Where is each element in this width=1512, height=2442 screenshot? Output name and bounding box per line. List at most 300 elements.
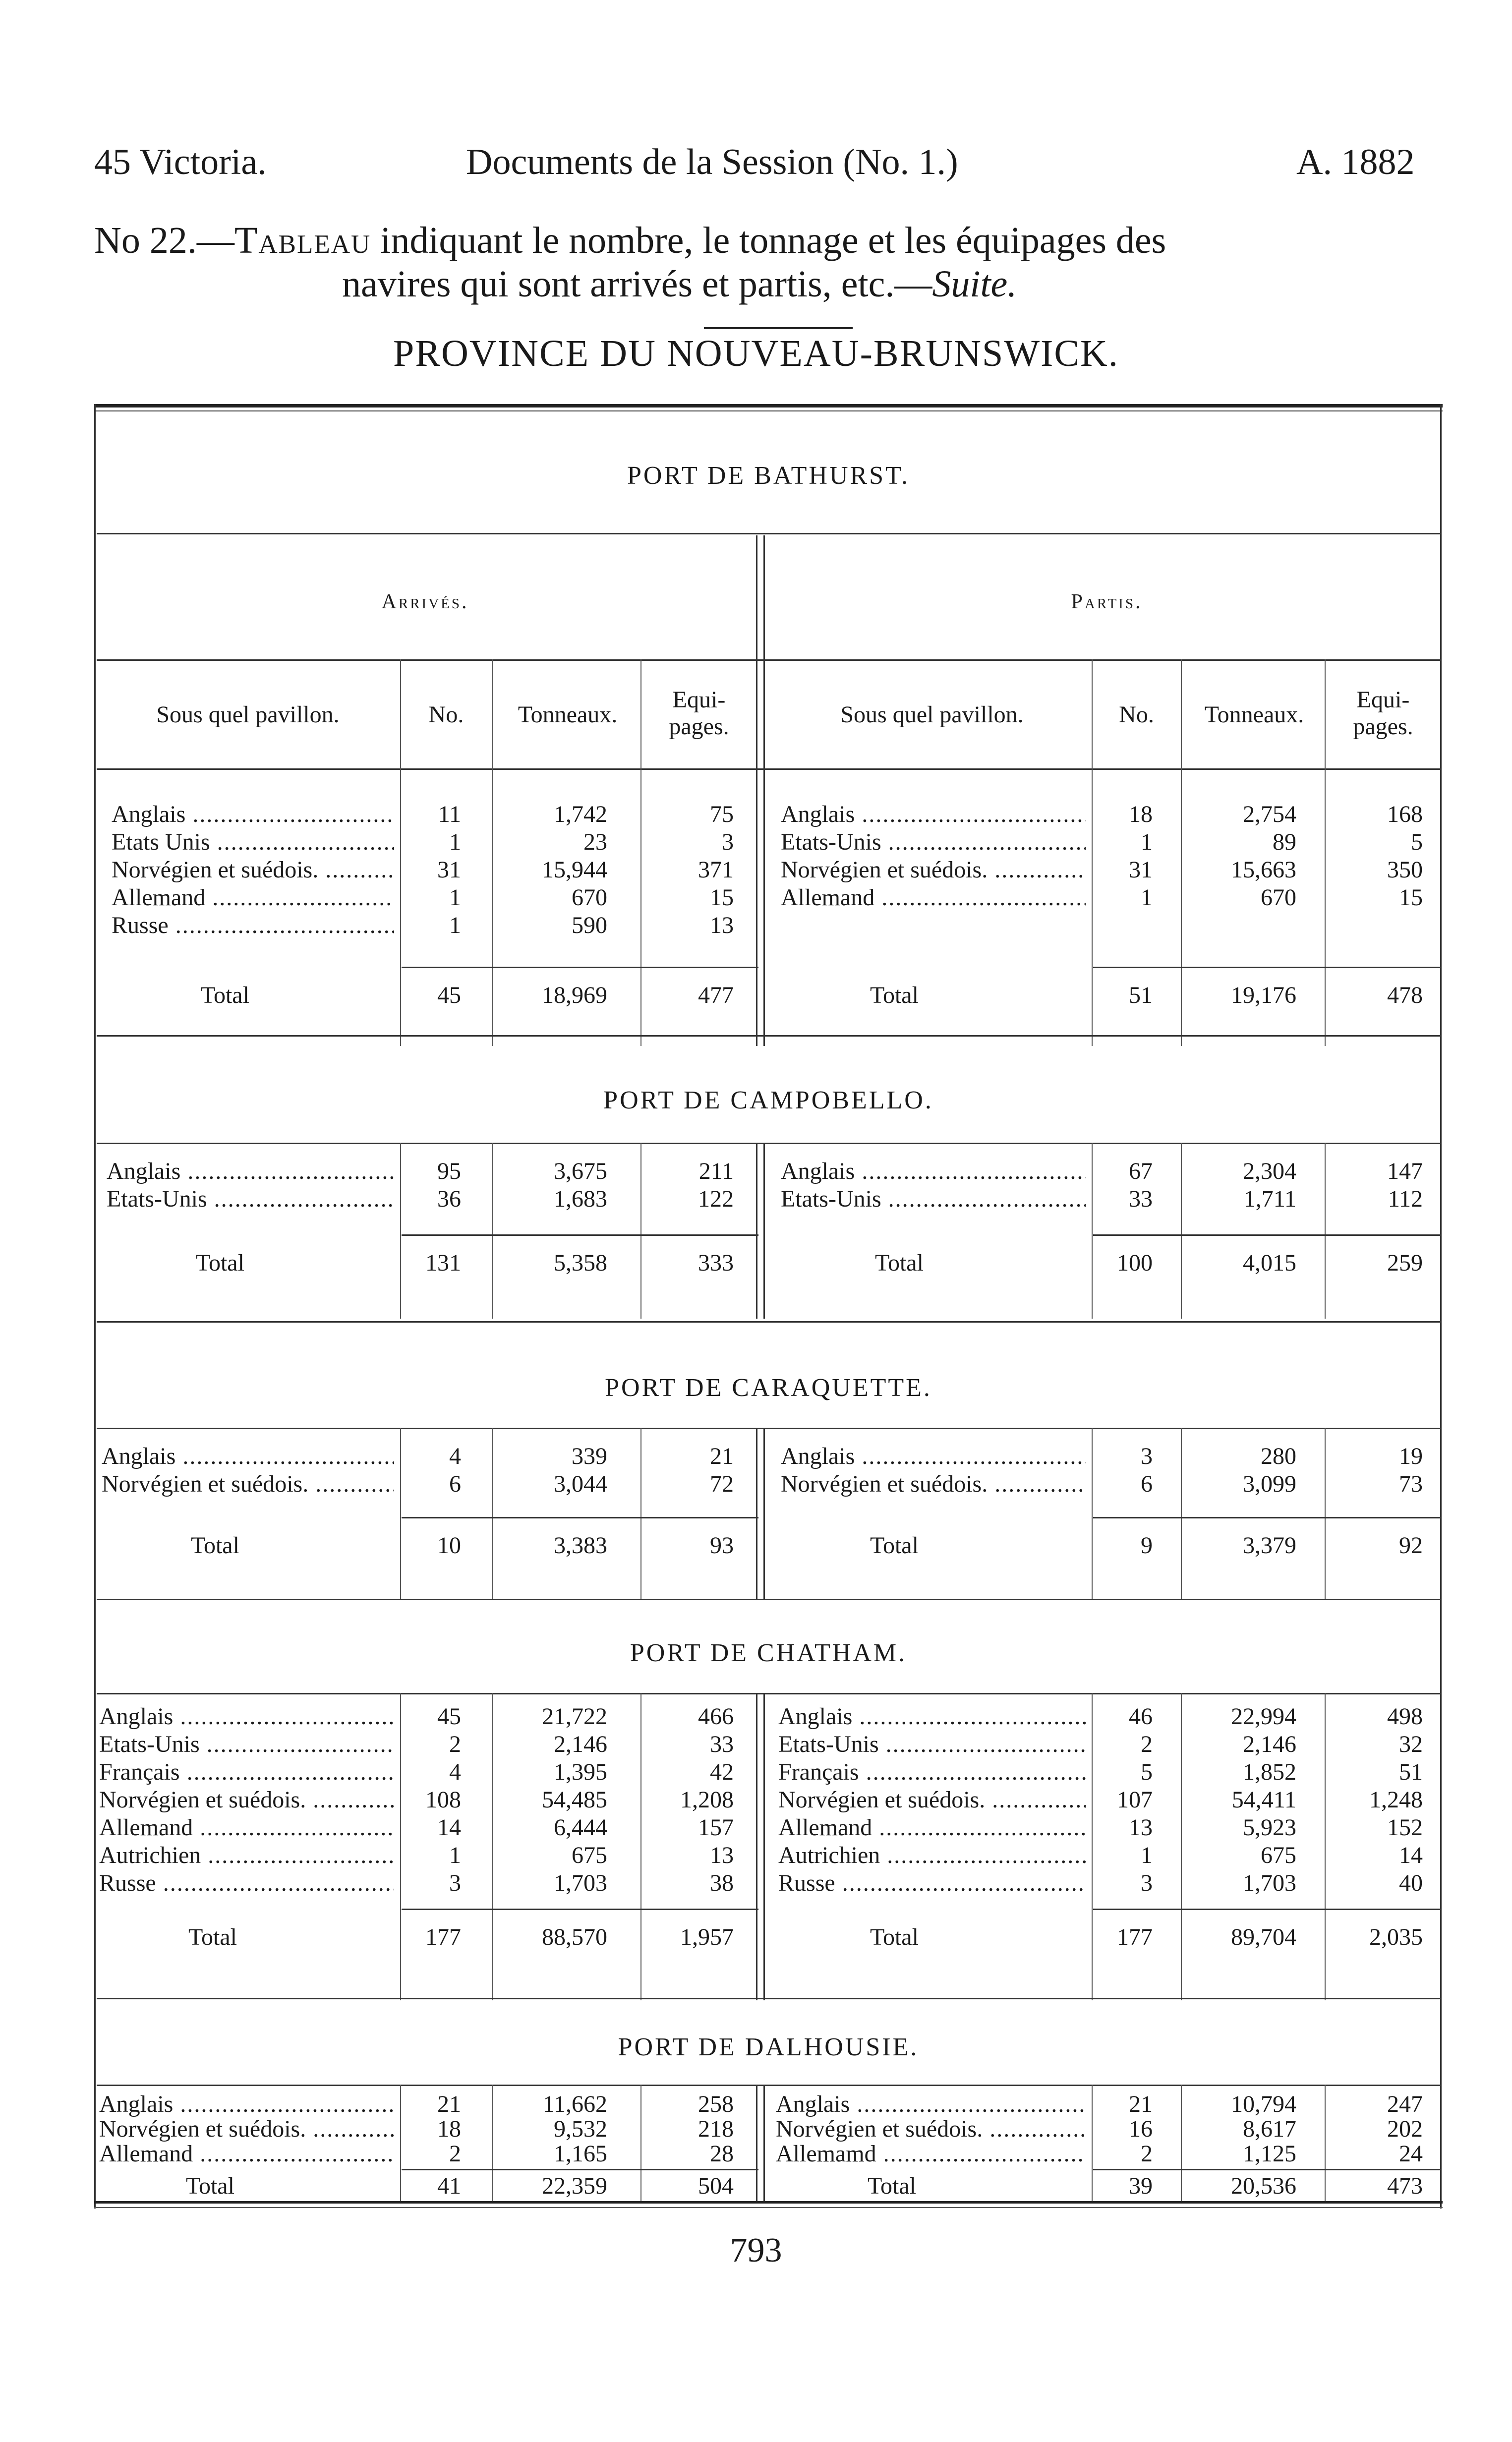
total-no-departures: 51 <box>1129 982 1153 1008</box>
col-divider <box>1325 1428 1326 1599</box>
table-title-line1 <box>94 219 1166 262</box>
departures-crew <box>1331 1158 1423 1213</box>
center-divider-inner <box>763 1428 765 1599</box>
total-crew-departures: 2,035 <box>1369 1924 1423 1950</box>
table-cell: 1,703 <box>1243 1870 1296 1896</box>
departures-tons <box>1185 1158 1296 1213</box>
column-header-rule <box>97 768 1440 770</box>
table-cell: 2,304 <box>1243 1158 1296 1184</box>
col-divider <box>492 1428 493 1599</box>
list-item: Anglais ..... <box>107 1158 394 1185</box>
table-cell: 1 <box>449 829 461 855</box>
table-cell: 8,617 <box>1243 2117 1296 2142</box>
table-cell: 42 <box>710 1759 734 1785</box>
center-divider-inner <box>763 535 765 1046</box>
table-cell: 108 <box>425 1787 461 1813</box>
table-cell: 168 <box>1387 801 1423 827</box>
col-tons-departures: Tonneaux. <box>1204 701 1304 728</box>
arrivals-tons <box>498 2092 607 2166</box>
center-divider <box>756 1428 757 1599</box>
table-cell: 45 <box>437 1703 461 1730</box>
total-rule-departures <box>1093 2169 1440 2170</box>
col-crew-departures-line1: Equi- <box>1356 687 1410 713</box>
table-cell: 498 <box>1387 1703 1423 1730</box>
list-item: Anglais ..... <box>781 801 1086 828</box>
arrivals-crew <box>647 1158 734 1213</box>
total-rule-arrivals <box>402 1234 758 1236</box>
table-keyword: Tableau <box>234 220 371 261</box>
list-item: Norvégien et suédois. ..... <box>112 856 394 884</box>
departures-crew <box>1331 2092 1423 2166</box>
list-item: Français ..... <box>778 1758 1086 1786</box>
arrivals-tons <box>498 1703 607 1897</box>
center-divider <box>756 1143 757 1319</box>
header-right: A. 1882 <box>1296 142 1415 182</box>
header-center: Documents de la Session (No. 1.) <box>466 142 958 182</box>
table-cell: 202 <box>1387 2117 1423 2142</box>
table-cell: 218 <box>698 2117 734 2142</box>
departures-tons <box>1185 801 1296 912</box>
total-rule-arrivals <box>402 967 758 968</box>
table-cell: 1 <box>1141 884 1153 911</box>
table-cell: 19 <box>1399 1443 1423 1469</box>
table-cell: 15,944 <box>542 857 607 883</box>
departures-tons <box>1185 2092 1296 2166</box>
total-rule-departures <box>1093 1234 1440 1236</box>
table-cell: 675 <box>572 1842 607 1868</box>
table-cell: 1 <box>449 912 461 938</box>
col-tons-arrivals: Tonneaux. <box>518 701 618 728</box>
subheading-rule <box>97 659 1440 661</box>
col-divider <box>1092 1428 1093 1599</box>
total-crew-arrivals: 504 <box>698 2173 734 2199</box>
center-divider <box>756 1693 757 2000</box>
departures-no <box>1098 801 1153 912</box>
table-cell: 6,444 <box>554 1814 607 1841</box>
table-cell: 1,125 <box>1243 2142 1296 2166</box>
total-crew-departures: 259 <box>1387 1250 1423 1276</box>
arrivals-no <box>404 1443 461 1498</box>
total-rule-arrivals <box>402 1909 758 1910</box>
table-cell: 4 <box>449 1759 461 1785</box>
departures-flags <box>778 1703 1086 1897</box>
table-cell: 13 <box>1129 1814 1153 1841</box>
table-cell: 18 <box>437 2117 461 2142</box>
arrivals-flags <box>102 1443 394 1498</box>
table-cell: 13 <box>710 912 734 938</box>
col-divider <box>492 2085 493 2201</box>
table-cell: 371 <box>698 857 734 883</box>
table-cell: 3,099 <box>1243 1471 1296 1497</box>
table-cell: 350 <box>1387 857 1423 883</box>
table-cell: 2 <box>449 2142 461 2166</box>
list-item: Autrichien ..... <box>99 1842 394 1869</box>
table-cell: 21 <box>710 1443 734 1469</box>
total-tons-departures: 89,704 <box>1231 1924 1296 1950</box>
table-cell: 15,663 <box>1231 857 1296 883</box>
total-label-departures: Total <box>875 1250 924 1276</box>
total-crew-arrivals: 477 <box>698 982 734 1008</box>
table-cell: 18 <box>1129 801 1153 827</box>
total-tons-departures: 19,176 <box>1231 982 1296 1008</box>
total-no-arrivals: 177 <box>425 1924 461 1950</box>
col-divider <box>1325 1693 1326 2000</box>
total-label-departures: Total <box>868 2173 916 2199</box>
table-cell: 5,923 <box>1243 1814 1296 1841</box>
departures-no <box>1098 1158 1153 1213</box>
total-no-departures: 9 <box>1141 1532 1153 1559</box>
province-heading: PROVINCE DU NOUVEAU-BRUNSWICK. <box>393 333 1119 374</box>
arrivals-tons <box>498 801 607 939</box>
col-divider <box>640 1143 641 1319</box>
table-cell: 6 <box>1141 1471 1153 1497</box>
table-cell: 9,532 <box>554 2117 607 2142</box>
col-no-arrivals: No. <box>428 701 464 728</box>
list-item: Russe ..... <box>99 1869 394 1897</box>
arrivals-crew <box>647 1703 734 1897</box>
arrivals-crew <box>647 1443 734 1498</box>
table-title-suite: Suite. <box>932 263 1017 305</box>
table-cell: 67 <box>1129 1158 1153 1184</box>
table-cell: 2,146 <box>554 1731 607 1757</box>
departures-heading: Partis. <box>1071 590 1143 613</box>
table-cell: 13 <box>710 1842 734 1868</box>
total-label-arrivals: Total <box>201 982 249 1008</box>
departures-no <box>1098 1703 1153 1897</box>
col-divider <box>492 1143 493 1319</box>
table-cell: 23 <box>583 829 607 855</box>
table-cell: 14 <box>437 1814 461 1841</box>
table-cell: 75 <box>710 801 734 827</box>
table-cell: 1 <box>449 1842 461 1868</box>
col-divider <box>1181 1143 1182 1319</box>
table-cell: 670 <box>572 884 607 911</box>
arrivals-heading: Arrivés. <box>381 590 469 613</box>
table-cell: 247 <box>1387 2092 1423 2117</box>
table-cell: 51 <box>1399 1759 1423 1785</box>
table-cell: 211 <box>698 1158 734 1184</box>
col-divider <box>400 659 401 1046</box>
col-divider <box>640 1428 641 1599</box>
table-cell: 95 <box>437 1158 461 1184</box>
center-divider-inner <box>763 1143 765 1319</box>
list-item: Norvégien et suédois. ..... <box>99 1786 394 1814</box>
port-title-rule <box>97 2085 1440 2086</box>
table-cell: 1,683 <box>554 1186 607 1212</box>
list-item: Allemand ..... <box>99 1814 394 1842</box>
col-divider <box>1181 1428 1182 1599</box>
list-item: Anglais ..... <box>781 1158 1086 1185</box>
departures-flags <box>776 2092 1086 2166</box>
total-no-departures: 100 <box>1117 1250 1153 1276</box>
arrivals-tons <box>498 1158 607 1213</box>
list-item: Anglais ..... <box>778 1703 1086 1731</box>
port-title: PORT DE CHATHAM. <box>630 1639 907 1667</box>
total-no-arrivals: 41 <box>437 2173 461 2199</box>
col-divider <box>492 659 493 1046</box>
port-title-rule <box>97 1143 1440 1144</box>
table-cell: 107 <box>1117 1787 1153 1813</box>
arrivals-no <box>404 801 461 939</box>
col-divider <box>400 2085 401 2201</box>
departures-no <box>1098 1443 1153 1498</box>
col-divider <box>400 1693 401 2000</box>
table-cell: 15 <box>710 884 734 911</box>
list-item: Norvégien et suédois. ..... <box>778 1786 1086 1814</box>
arrivals-flags <box>112 801 394 939</box>
table-cell: 1,703 <box>554 1870 607 1896</box>
table-cell: 2,754 <box>1243 801 1296 827</box>
departures-crew <box>1331 801 1423 912</box>
table-cell: 72 <box>710 1471 734 1497</box>
table-cell: 15 <box>1399 884 1423 911</box>
table-cell: 3,675 <box>554 1158 607 1184</box>
table-frame-top <box>94 404 1443 407</box>
table-cell: 2 <box>1141 2142 1153 2166</box>
list-item: Etats-Unis ..... <box>99 1731 394 1758</box>
table-cell: 1 <box>1141 829 1153 855</box>
table-cell: 147 <box>1387 1158 1423 1184</box>
table-cell: 466 <box>698 1703 734 1730</box>
table-cell: 21 <box>437 2092 461 2117</box>
total-tons-departures: 20,536 <box>1231 2173 1296 2199</box>
table-cell: 590 <box>572 912 607 938</box>
total-label-arrivals: Total <box>188 1924 237 1950</box>
list-item: Allemand ..... <box>112 884 394 912</box>
total-no-departures: 177 <box>1117 1924 1153 1950</box>
page-number: 793 <box>730 2231 782 2269</box>
list-item: Etats Unis ..... <box>112 828 394 856</box>
table-cell: 73 <box>1399 1471 1423 1497</box>
list-item: Norvégien et suédois. ..... <box>99 2117 394 2142</box>
table-cell: 5 <box>1411 829 1423 855</box>
list-item: Etats-Unis ..... <box>781 1185 1086 1213</box>
table-cell: 3 <box>1141 1443 1153 1469</box>
arrivals-flags <box>107 1158 394 1213</box>
arrivals-flags <box>99 2092 394 2166</box>
departures-crew <box>1331 1703 1423 1897</box>
table-cell: 28 <box>710 2142 734 2166</box>
table-frame-left <box>94 404 96 2209</box>
arrivals-crew <box>647 2092 734 2166</box>
port-section-bathurst <box>97 411 1440 1046</box>
list-item: Allemand ..... <box>778 1814 1086 1842</box>
departures-flags <box>781 1443 1086 1498</box>
departures-tons <box>1185 1443 1296 1498</box>
port-title: PORT DE DALHOUSIE. <box>618 2033 919 2061</box>
table-cell: 31 <box>1129 857 1153 883</box>
table-cell: 46 <box>1129 1703 1153 1730</box>
table-cell: 36 <box>437 1186 461 1212</box>
port-title-rule <box>97 1693 1440 1694</box>
table-cell: 11,662 <box>542 2092 607 2117</box>
list-item: Etats-Unis ..... <box>781 828 1086 856</box>
table-cell: 21 <box>1129 2092 1153 2117</box>
table-cell: 3,044 <box>554 1471 607 1497</box>
table-cell: 14 <box>1399 1842 1423 1868</box>
table-cell: 11 <box>438 801 461 827</box>
col-crew-departures-line2: pages. <box>1353 713 1413 740</box>
col-no-departures: No. <box>1119 701 1154 728</box>
port-section-campobello <box>97 1036 1440 1324</box>
list-item: Anglais ..... <box>781 1443 1086 1470</box>
col-divider <box>1092 659 1093 1046</box>
col-flag-departures: Sous quel pavillon. <box>840 701 1024 728</box>
arrivals-tons <box>498 1443 607 1498</box>
list-item: Norvégien et suédois. ..... <box>781 1470 1086 1498</box>
total-tons-arrivals: 3,383 <box>554 1532 607 1559</box>
col-crew-arrivals-line2: pages. <box>669 713 729 740</box>
port-title: PORT DE CARAQUETTE. <box>605 1374 932 1402</box>
table-cell: 157 <box>698 1814 734 1841</box>
port-title: PORT DE CAMPOBELLO. <box>603 1086 933 1114</box>
list-item: Anglais ..... <box>102 1443 394 1470</box>
col-divider <box>1181 659 1182 1046</box>
port-section-caraquette <box>97 1324 1440 1601</box>
total-crew-arrivals: 333 <box>698 1250 734 1276</box>
table-cell: 3 <box>449 1870 461 1896</box>
port-section-chatham <box>97 1599 1440 2010</box>
table-cell: 31 <box>437 857 461 883</box>
total-label-departures: Total <box>870 1924 919 1950</box>
table-title-rest: indiquant le nombre, le tonnage et les équipages des <box>371 220 1166 261</box>
table-cell: 54,485 <box>542 1787 607 1813</box>
center-divider <box>756 535 757 1046</box>
header-left: 45 Victoria. <box>94 142 267 182</box>
table-cell: 122 <box>698 1186 734 1212</box>
departures-crew <box>1331 1443 1423 1498</box>
table-cell: 1,395 <box>554 1759 607 1785</box>
table-cell: 1,852 <box>1243 1759 1296 1785</box>
total-tons-arrivals: 5,358 <box>554 1250 607 1276</box>
total-crew-departures: 92 <box>1399 1532 1423 1559</box>
total-crew-arrivals: 93 <box>710 1532 734 1559</box>
table-cell: 6 <box>449 1471 461 1497</box>
table-number: No 22.— <box>94 220 234 261</box>
list-item: Anglais ..... <box>112 801 394 828</box>
table-cell: 258 <box>698 2092 734 2117</box>
table-cell: 3 <box>722 829 734 855</box>
col-divider <box>1325 2085 1326 2201</box>
col-divider <box>1325 659 1326 1046</box>
table-frame-right <box>1440 404 1442 2209</box>
title-rule <box>704 327 853 329</box>
table-cell: 33 <box>1129 1186 1153 1212</box>
col-divider <box>640 1693 641 2000</box>
center-divider-inner <box>763 1693 765 2000</box>
total-crew-departures: 478 <box>1387 982 1423 1008</box>
total-rule-departures <box>1093 1517 1440 1518</box>
port-section-dalhousie <box>97 1998 1440 2201</box>
table-cell: 22,994 <box>1231 1703 1296 1730</box>
table-title-line2 <box>342 263 1017 306</box>
table-frame-bottom <box>94 2201 1443 2204</box>
table-cell: 112 <box>1388 1186 1423 1212</box>
table-cell: 1,711 <box>1243 1186 1296 1212</box>
arrivals-no <box>404 1703 461 1897</box>
table-cell: 10,794 <box>1231 2092 1296 2117</box>
total-no-arrivals: 131 <box>425 1250 461 1276</box>
list-item: Anglais ..... <box>776 2092 1086 2117</box>
list-item: Autrichien ..... <box>778 1842 1086 1869</box>
col-divider <box>492 1693 493 2000</box>
total-rule-arrivals <box>402 1517 758 1518</box>
table-cell: 3 <box>1141 1870 1153 1896</box>
departures-tons <box>1185 1703 1296 1897</box>
table-cell: 1,742 <box>554 801 607 827</box>
table-cell: 1,248 <box>1369 1787 1423 1813</box>
table-cell: 1 <box>449 884 461 911</box>
table-cell: 38 <box>710 1870 734 1896</box>
list-item: Norvégien et suédois. ..... <box>781 856 1086 884</box>
col-crew-arrivals <box>642 687 756 740</box>
table-cell: 32 <box>1399 1731 1423 1757</box>
center-divider-inner <box>763 2085 765 2201</box>
list-item: Russe ..... <box>112 912 394 939</box>
center-divider <box>756 2085 757 2201</box>
col-divider <box>640 2085 641 2201</box>
list-item: Norvégien et suédois. ..... <box>776 2117 1086 2142</box>
table-cell: 152 <box>1387 1814 1423 1841</box>
total-rule-departures <box>1093 1909 1440 1910</box>
table-cell: 54,411 <box>1231 1787 1296 1813</box>
total-label-departures: Total <box>870 1532 919 1559</box>
departures-no <box>1098 2092 1153 2166</box>
total-rule-arrivals <box>402 2169 758 2170</box>
col-divider <box>640 659 641 1046</box>
port-title-rule <box>97 1428 1440 1429</box>
table-frame-bottom-inner <box>94 2207 1443 2208</box>
list-item: Norvégien et suédois. ..... <box>102 1470 394 1498</box>
table-cell: 280 <box>1261 1443 1296 1469</box>
total-no-arrivals: 45 <box>437 982 461 1008</box>
col-crew-departures <box>1326 687 1440 740</box>
col-divider <box>1092 1693 1093 2000</box>
list-item: Etats-Unis ..... <box>778 1731 1086 1758</box>
col-divider <box>1092 2085 1093 2201</box>
table-cell: 16 <box>1129 2117 1153 2142</box>
list-item: Anglais ..... <box>99 1703 394 1731</box>
col-divider <box>1325 1143 1326 1319</box>
table-title-line2-prefix: navires qui sont arrivés et partis, etc.— <box>342 263 932 305</box>
port-title-rule <box>97 533 1440 534</box>
list-item: Russe ..... <box>778 1869 1086 1897</box>
total-tons-departures: 3,379 <box>1243 1532 1296 1559</box>
arrivals-flags <box>99 1703 394 1897</box>
list-item: Anglais ..... <box>99 2092 394 2117</box>
total-crew-arrivals: 1,957 <box>680 1924 734 1950</box>
col-divider <box>400 1143 401 1319</box>
list-item: Allemand ..... <box>99 2142 394 2166</box>
col-divider <box>1181 1693 1182 2000</box>
list-item: Allemamd ..... <box>776 2142 1086 2166</box>
table-cell: 670 <box>1261 884 1296 911</box>
total-tons-departures: 4,015 <box>1243 1250 1296 1276</box>
departures-flags <box>781 801 1086 912</box>
arrivals-crew <box>647 801 734 939</box>
list-item: Etats-Unis ..... <box>107 1185 394 1213</box>
total-tons-arrivals: 18,969 <box>542 982 607 1008</box>
col-divider <box>400 1428 401 1599</box>
total-no-arrivals: 10 <box>437 1532 461 1559</box>
total-label-arrivals: Total <box>191 1532 239 1559</box>
table-cell: 24 <box>1399 2142 1423 2166</box>
table-cell: 40 <box>1399 1870 1423 1896</box>
total-tons-arrivals: 22,359 <box>542 2173 607 2199</box>
arrivals-no <box>404 1158 461 1213</box>
table-cell: 1,208 <box>680 1787 734 1813</box>
arrivals-no <box>404 2092 461 2166</box>
